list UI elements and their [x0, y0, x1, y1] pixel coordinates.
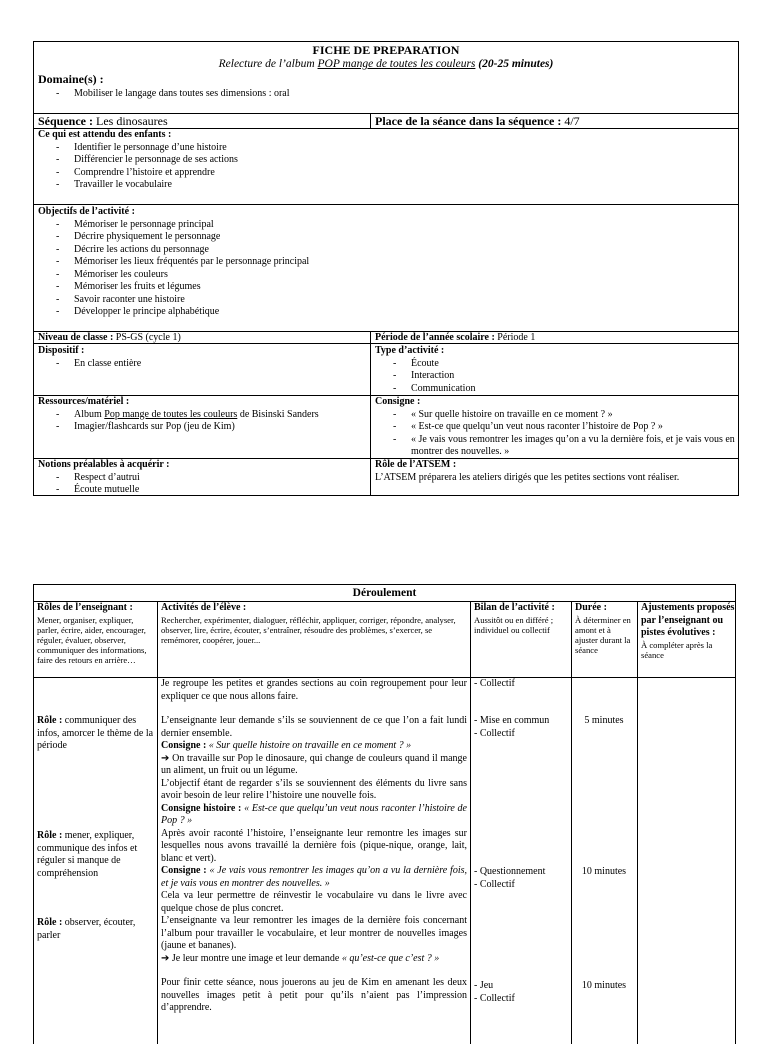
list-item: - Décrire les actions du personnage — [38, 244, 734, 257]
role-3 — [37, 917, 155, 942]
ressources-cell — [38, 396, 368, 434]
list-item: - « Est-ce que quelqu’un veut nous raconter l’histoire de Pop ? » — [375, 421, 737, 434]
fiche-title: FICHE DE PREPARATION — [312, 43, 460, 57]
list-item: - « Je vais vous remontrer les images qu’on a vu la dernière fois, et je vais vous en montrer des nouvelles. » — [375, 434, 737, 459]
header-bilan — [474, 602, 569, 635]
attendu-list — [38, 142, 734, 192]
consigne-label: Consigne histoire : — [161, 802, 242, 814]
objectifs-section — [38, 206, 734, 319]
arrow-quote: « qu’est-ce que c’est ? » — [341, 952, 440, 964]
header-bilan-title: Bilan de l’activité : — [474, 602, 555, 613]
fiche-subtitle — [34, 57, 738, 71]
role-1 — [37, 715, 155, 753]
objectifs-list — [38, 219, 734, 319]
header-duree-desc: À déterminer en amont et à ajuster durant la séance — [575, 614, 631, 655]
bilan-2 — [474, 715, 569, 740]
activite-paragraph: Cela va leur permettre de réinvestir le vocabulaire vu dans le livre avec quelque chose de plus concret. — [161, 890, 467, 914]
attendu-label: Ce qui est attendu des enfants : — [38, 129, 172, 140]
place-cell — [375, 114, 580, 128]
deroulement-title: Déroulement — [352, 587, 417, 599]
activites-content — [161, 678, 467, 1015]
role-text: mener, expliquer, communique des infos et réguler si manque de compréhension — [37, 830, 138, 879]
header-duree — [575, 602, 635, 655]
activite-paragraph: L’enseignante leur demande s’ils se souviennent de ce que l’on a fait lundi dernier ensemble. — [161, 715, 467, 739]
divider — [470, 601, 471, 1044]
header-ajust-desc: À compléter après la séance — [641, 639, 713, 660]
type-label: Type d’activité : — [375, 345, 445, 356]
activite-paragraph: Je regroupe les petites et grandes sections au coin regroupement pour leur expliquer ce que nous allons faire. — [161, 678, 467, 702]
list-item: - Mémoriser les lieux fréquentés par le personnage principal — [38, 256, 734, 269]
list-item: - Développer le principe alphabétique — [38, 306, 734, 319]
divider — [571, 601, 572, 1044]
dispositif-list — [38, 358, 368, 371]
list-item — [38, 409, 368, 422]
activite-consigne — [161, 740, 467, 753]
dispositif-label: Dispositif : — [38, 345, 85, 356]
activite-paragraph: Après avoir raconté l’histoire, l’enseignante leur remontre les images sur lesquelles nous avons travaillé la dernière fois (pique-nique, orange, lait, blanc et vert). — [161, 827, 467, 864]
activite-consigne — [161, 865, 467, 890]
list-item: - Mémoriser les fruits et légumes — [38, 281, 734, 294]
notions-label: Notions préalables à acquérir : — [38, 459, 170, 470]
list-item: - Mémoriser le personnage principal — [38, 219, 734, 232]
sequence-cell — [38, 114, 168, 128]
bilan-4 — [474, 980, 569, 1005]
list-item: - Communication — [375, 383, 735, 396]
ressource-album-title: Pop mange de toutes les couleurs — [104, 408, 238, 420]
sequence-value: Les dinosaures — [93, 114, 168, 128]
type-activite-cell — [375, 345, 735, 395]
divider — [637, 601, 638, 1044]
bilan-text: - Questionnement — [474, 866, 546, 877]
fiche-title-area — [34, 43, 738, 71]
subtitle-prefix: Relecture de l’album — [218, 58, 318, 70]
consigne-text: « Est-ce que quelqu’un veut nous raconter l’histoire de Pop ? » — [161, 802, 467, 826]
domaine-list — [38, 88, 734, 101]
niveau-cell — [38, 332, 181, 345]
list-item: - Mobiliser le langage dans toutes ses dimensions : oral — [38, 88, 734, 101]
divider — [370, 331, 371, 495]
ressource-suffix: de Bisinski Sanders — [237, 408, 319, 420]
activite-arrow-note: ➔ On travaille sur Pop le dinosaure, qui change de couleurs quand il mange un aliment, un fruit ou un légume. — [161, 752, 467, 776]
list-item: - Identifier le personnage d’une histoire — [38, 142, 734, 155]
header-ajustements — [641, 602, 735, 660]
role-label: Rôle : — [37, 917, 63, 928]
header-roles-title: Rôles de l’enseignant : — [37, 602, 133, 613]
ressources-list — [38, 409, 368, 434]
bilan-text: - Collectif — [474, 678, 515, 689]
header-duree-title: Durée : — [575, 602, 607, 613]
consigne-list — [375, 409, 737, 459]
activite-consigne — [161, 803, 467, 828]
niveau-value: PS-GS (cycle 1) — [113, 332, 181, 343]
type-list — [375, 358, 735, 396]
duree-2: 5 minutes — [584, 715, 624, 726]
periode-value: Période 1 — [494, 332, 536, 343]
place-label: Place de la séance dans la séquence : — [375, 114, 562, 128]
divider — [370, 113, 371, 128]
header-activites-title: Activités de l’élève : — [161, 602, 247, 613]
role-2 — [37, 830, 155, 880]
list-item: - Interaction — [375, 370, 735, 383]
list-item: - Décrire physiquement le personnage — [38, 231, 734, 244]
role-text: communiquer des infos, amorcer le thème de la période — [37, 715, 154, 751]
attendu-section — [38, 129, 734, 192]
list-item: - Écoute — [375, 358, 735, 371]
place-value: 4/7 — [561, 114, 580, 128]
role-text: observer, écouter, parler — [37, 917, 136, 941]
bilan-text: - Collectif — [474, 992, 515, 1004]
header-activites — [161, 602, 467, 645]
header-activites-desc: Rechercher, expérimenter, dialoguer, réfléchir, appliquer, corriger, répondre, analyser, observer, lire, écrire, écouter, s’entraîner, résoudre des problèmes, s’exercer, se remémorer, coopérer, jouer... — [161, 614, 456, 645]
list-item: - Respect d’autrui — [38, 472, 368, 485]
list-item: - Savoir raconter une histoire — [38, 294, 734, 307]
niveau-label: Niveau de classe : — [38, 332, 114, 343]
activite-paragraph: L’enseignante va leur remontrer les images de la dernière fois concernant l’album pour travailler le vocabulaire, et leur montrer de nouvelles images (jaune et bananes). — [161, 915, 467, 951]
header-bilan-desc: Aussitôt ou en différé ; individuel ou collectif — [474, 614, 554, 635]
list-item: - Mémoriser les couleurs — [38, 269, 734, 282]
bilan-text: - Mise en commun — [474, 715, 550, 726]
atsem-cell — [375, 459, 737, 484]
bilan-1 — [474, 678, 569, 691]
role-label: Rôle : — [37, 830, 63, 841]
periode-cell — [375, 332, 535, 345]
consigne-label: Consigne : — [375, 396, 421, 407]
subtitle-album: POP mange de toutes les couleurs — [317, 58, 476, 70]
consigne-text: « Je vais vous remontrer les images qu’on a vu la dernière fois, et je vais vous en montrer des nouvelles. » — [161, 865, 467, 889]
list-item: - « Sur quelle histoire on travaille en ce moment ? » — [375, 409, 737, 422]
list-item: - Différencier le personnage de ses actions — [38, 154, 734, 167]
arrow-text: ➔ Je leur montre une image et leur demande — [161, 952, 342, 964]
activite-paragraph: Pour finir cette séance, nous jouerons au jeu de Kim en amenant les deux nouvelles images petit à petit pour qu’ils n’aient pas l’impression d’apprendre. — [161, 977, 467, 1013]
bilan-text: - Jeu — [474, 980, 494, 991]
dispositif-cell — [38, 345, 368, 370]
activite-paragraph: L’objectif étant de regarder s’ils se souviennent des éléments du livre sans avoir besoin de leur relire l’histoire une nouvelle fois. — [161, 777, 467, 801]
periode-label: Période de l’année scolaire : — [375, 332, 495, 343]
atsem-text: L’ATSEM préparera les ateliers dirigés que les petites sections vont réaliser. — [375, 471, 680, 483]
consigne-label: Consigne : — [161, 740, 207, 751]
subtitle-duration: (20-25 minutes) — [478, 58, 554, 70]
divider — [34, 204, 738, 205]
list-item: - Travailler le vocabulaire — [38, 179, 734, 192]
list-item: - Écoute mutuelle — [38, 484, 368, 497]
consigne-text: « Sur quelle histoire on travaille en ce moment ? » — [206, 740, 412, 751]
fiche-preparation-table — [33, 41, 739, 496]
deroulement-table — [33, 584, 736, 1044]
atsem-label: Rôle de l’ATSEM : — [375, 459, 457, 470]
header-roles-desc: Mener, organiser, expliquer, parler, écrire, aider, encourager, réguler, évaluer, observer, communiquer des informations, faire des retours en arrière… — [37, 614, 147, 665]
bilan-text: - Collectif — [474, 878, 515, 890]
header-roles — [37, 602, 155, 665]
bilan-text: - Collectif — [474, 727, 515, 739]
objectifs-label: Objectifs de l’activité : — [38, 206, 135, 217]
duree-4: 10 minutes — [581, 980, 627, 991]
role-label: Rôle : — [37, 715, 63, 726]
ressources-label: Ressources/matériel : — [38, 396, 130, 407]
notions-cell — [38, 459, 368, 497]
header-ajust-title: Ajustements proposés par l’enseignant ou pistes évolutives : — [641, 602, 735, 638]
divider — [157, 601, 158, 1044]
list-item: - En classe entière — [38, 358, 368, 371]
activite-arrow-note — [161, 953, 467, 966]
ressource-prefix: Album — [74, 408, 105, 420]
consigne-cell — [375, 396, 737, 459]
notions-list — [38, 472, 368, 497]
domaine-label: Domaine(s) : — [38, 72, 104, 86]
sequence-label: Séquence : — [38, 114, 93, 128]
bilan-3 — [474, 866, 569, 891]
list-item: - Imagier/flashcards sur Pop (jeu de Kim) — [38, 421, 368, 434]
duree-3: 10 minutes — [581, 866, 627, 877]
domaine-section — [38, 72, 734, 101]
list-item: - Comprendre l’histoire et apprendre — [38, 167, 734, 180]
consigne-label: Consigne : — [161, 865, 207, 876]
